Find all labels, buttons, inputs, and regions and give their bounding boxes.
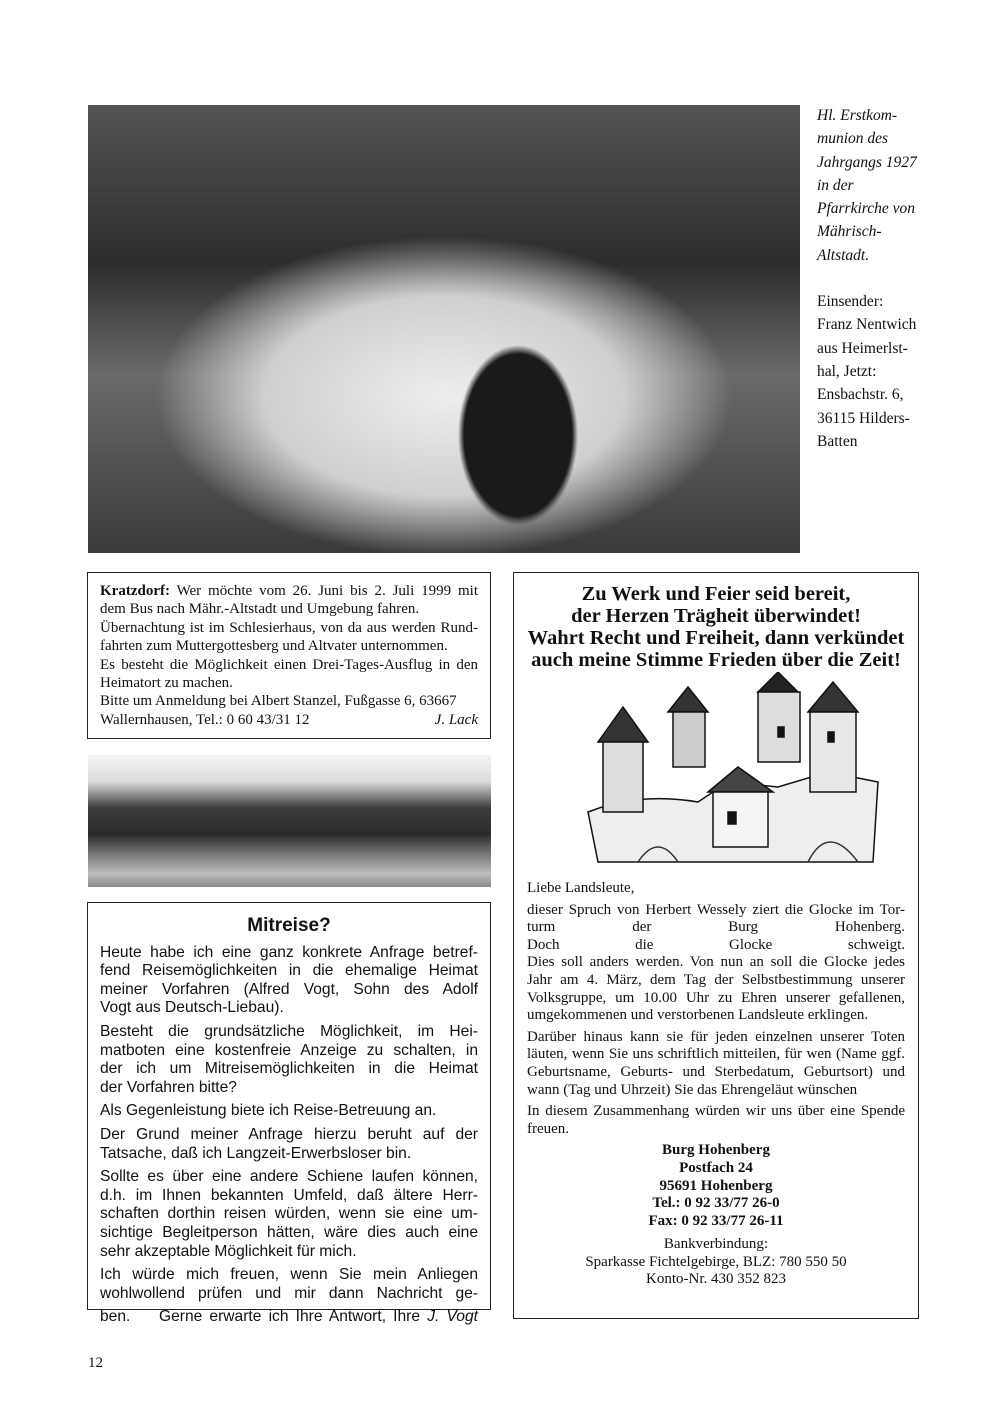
text-line: Vogt aus Deutsch-Liebau). [100, 999, 284, 1017]
letter-body [527, 880, 905, 1138]
text-span: Wer möchte vom 26. Juni bis 2. Juli 1999 mit [169, 583, 478, 599]
paragraph [527, 1029, 905, 1099]
text-line: sichtige Begleitperson hätten, wäre dies auch eine [100, 1223, 478, 1241]
address-block [527, 1142, 905, 1230]
text-line: der Herzen Trägheit überwindet! [571, 605, 861, 627]
text-line: Hl. Erstkom- [817, 107, 898, 124]
text-line: Einsender: [817, 293, 884, 311]
bank-details [527, 1236, 905, 1289]
paragraph [100, 1023, 478, 1097]
text-line: Geburtsname, Geburts- und Sterbedatum, Geburtsort) und [527, 1063, 905, 1080]
paragraph [100, 1266, 478, 1303]
paragraph [527, 880, 905, 898]
text-line: Übernachtung ist im Schlesierhaus, von da aus werden Rund- [100, 619, 478, 636]
text-line: Liebe Landsleute, [527, 880, 635, 896]
text-line: Wahrt Recht und Freiheit, dann verkündet [527, 627, 905, 649]
text-line: Franz Nentwich [817, 316, 917, 334]
text-line [100, 711, 478, 729]
author: J. Vogt [427, 1308, 478, 1326]
text-line [100, 582, 478, 600]
text-line: Mährisch- [817, 223, 882, 241]
text-line: Zu Werk und Feier seid bereit, [581, 583, 851, 605]
text-line: fend Reisemöglichkeiten in die ehemalige Heimat [100, 962, 478, 980]
text-line: wann (Tag und Uhrzeit) Sie das Ehrengeläut wünschen [527, 1081, 858, 1098]
text-line: Als Gegenleistung biete ich Reise-Betreuung an. [100, 1102, 437, 1120]
text-line: d.h. im Ihnen bekannten Umfeld, daß ältere Herr- [100, 1186, 478, 1204]
text-line: matboten eine kostenfreie Anzeige zu schalten, in [100, 1041, 478, 1059]
text-line: freuen. [527, 1120, 570, 1137]
text-line: wohlwollend prüfen und mir dann Nachricht ge- [100, 1284, 478, 1302]
text-line: Tatsache, daß ich Langzeit-Erwerbsloser bin. [100, 1144, 412, 1162]
text-line: meiner Vorfahren (Alfred Vogt, Sohn des Adolf [100, 980, 478, 998]
text-line: Fax: 0 92 33/77 26-11 [648, 1212, 784, 1229]
paragraph [100, 944, 478, 1018]
text-line [100, 1308, 478, 1327]
text-line: 36115 Hilders- [817, 409, 910, 427]
text-line: in der [817, 176, 854, 194]
paragraph [527, 1103, 905, 1138]
text-line: Darüber hinaus kann sie für jeden einzelnen unserer Toten [527, 1028, 905, 1045]
author: J. Lack [434, 711, 478, 728]
text-line: fahrten zum Muttergottesberg und Altvater unternommen. [100, 638, 448, 655]
photo-caption [817, 104, 932, 453]
bell-motto [520, 583, 912, 671]
kratzdorf-body [100, 600, 478, 710]
text-line: Batten [817, 432, 858, 450]
text-line: Burg Hohenberg [662, 1142, 770, 1159]
text-line: turm der Burg Hohenberg. [527, 919, 905, 936]
kratzdorf-notice [87, 572, 491, 739]
text-span: ben. Gerne erwarte ich Ihre Antwort, Ihre [100, 1308, 421, 1326]
castle-drawing [578, 672, 888, 868]
text-line: Ich würde mich freuen, wenn Sie mein Anliegen [100, 1266, 478, 1284]
paragraph [527, 902, 905, 1025]
text-line: schaften dorthin reisen würden, wenn sie eine um- [100, 1205, 478, 1223]
letter-text [527, 880, 905, 1289]
mitreise-title: Mitreise? [247, 915, 331, 936]
text-line: dieser Spruch von Herbert Wessely ziert die Glocke im Tor- [527, 901, 905, 918]
text-line: Bitte um Anmeldung bei Albert Stanzel, Fußgasse 6, 63667 [100, 693, 457, 710]
text-line: Tel.: 0 92 33/77 26-0 [652, 1195, 780, 1212]
paragraph [100, 1168, 478, 1261]
text-line: Bankverbindung: [663, 1236, 769, 1253]
text-line: Der Grund meiner Anfrage hierzu beruht auf der [100, 1125, 478, 1143]
text-line: Pfarrkirche von [817, 200, 915, 218]
text-line: dem Bus nach Mähr.-Altstadt und Umgebung fahren. [100, 601, 420, 618]
communion-group-photo [88, 105, 800, 553]
text-line: sehr akzeptable Möglichkeit für mich. [100, 1242, 357, 1260]
paragraph [100, 1102, 478, 1121]
text-span: Wallernhausen, Tel.: 0 60 43/31 12 [100, 711, 310, 728]
text-line: Altstadt. [817, 246, 870, 264]
text-line: Sparkasse Fichtelgebirge, BLZ: 780 550 50 [585, 1253, 847, 1270]
caption-title [817, 104, 932, 267]
text-line: In diesem Zusammenhang würden wir uns über eine Spende [527, 1103, 905, 1120]
caption-sender [817, 290, 932, 453]
text-line: der Vorfahren bitte? [100, 1078, 237, 1096]
mitreise-body [100, 944, 478, 1304]
text-line: aus Heimerlst- [817, 339, 908, 357]
text-line: Dies soll anders werden. Von nun an soll die Glocke jedes [527, 954, 905, 971]
page-number: 12 [88, 1355, 103, 1371]
landscape-photo [88, 755, 491, 887]
text-line: auch meine Stimme Frieden über die Zeit! [531, 649, 901, 671]
text-line: Doch die Glocke schweigt. [527, 936, 905, 953]
text-line: hal, Jetzt: [817, 362, 877, 380]
text-line: Volksgruppe, um 10.00 Uhr zu Ehren unserer gefallenen, [527, 989, 905, 1006]
text-line: Heimatort zu machen. [100, 675, 233, 692]
text-line: Besteht die grundsätzliche Möglichkeit, im Hei- [100, 1022, 478, 1040]
text-line: umgekommenen und verstorbenen Landsleute erklingen. [527, 1007, 869, 1024]
paragraph [100, 1126, 478, 1163]
text-line: Sollte es über eine andere Schiene laufen können, [100, 1168, 478, 1186]
text-line: munion des [817, 130, 889, 148]
text-line: Ensbachstr. 6, [817, 386, 904, 404]
mitreise-notice [87, 902, 491, 1326]
text-line: Heute habe ich eine ganz konkrete Anfrage betref- [100, 943, 478, 961]
text-line: der ich um Mitreisemöglichkeiten in die Heimat [100, 1060, 478, 1078]
text-line: läuten, wenn Sie uns schriftlich mitteilen, für wen (Name ggf. [527, 1046, 905, 1063]
kratzdorf-label: Kratzdorf: [100, 583, 170, 599]
text-line: 95691 Hohenberg [659, 1177, 773, 1194]
text-line: Postfach 24 [679, 1159, 753, 1176]
text-line: Konto-Nr. 430 352 823 [646, 1271, 786, 1288]
text-line: Jahrgangs 1927 [817, 153, 917, 171]
text-line: Jahr am 4. März, dem Tag der Selbstbestimmung unserer [527, 971, 905, 988]
text-line: Es besteht die Möglichkeit einen Drei-Tages-Ausflug in den [100, 656, 478, 673]
